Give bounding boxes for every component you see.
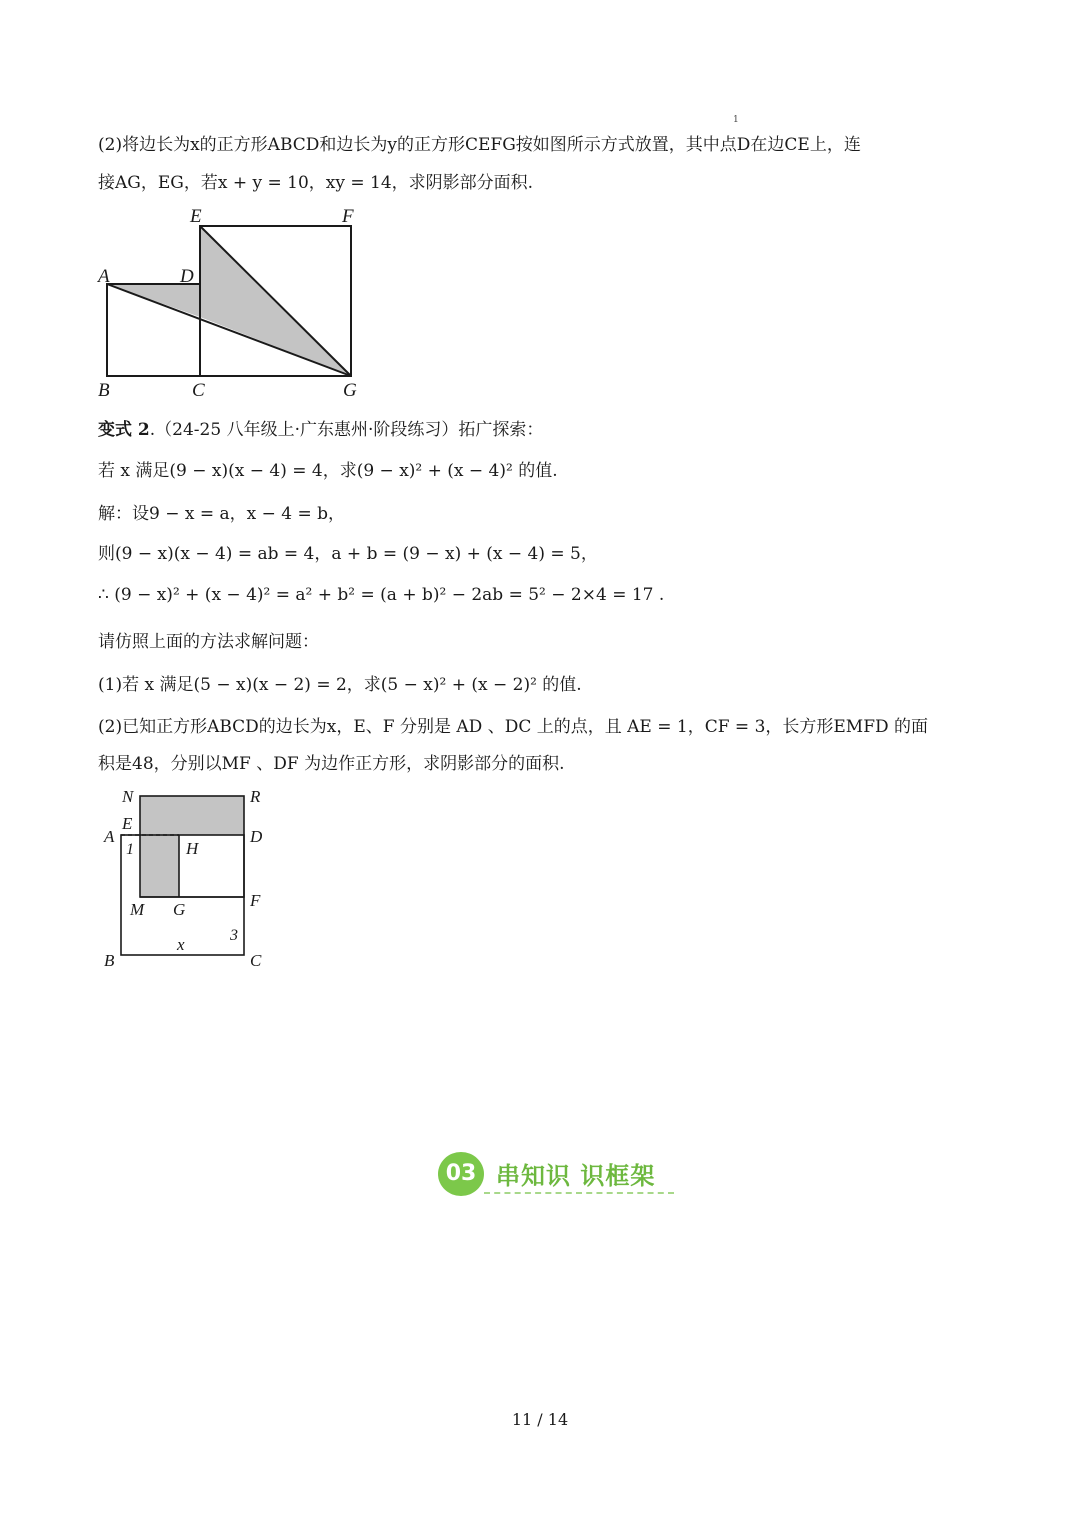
label-d2: D bbox=[250, 827, 263, 846]
figure-square-abcd-rectangle-emfd bbox=[95, 780, 285, 975]
variant2-line2: 解：设9 − x = a，x − 4 = b， bbox=[98, 504, 346, 524]
label-a2: A bbox=[104, 827, 115, 846]
variant2-line3: 则(9 − x)(x − 4) = ab = 4，a + b = (9 − x) + (x − 4) = 5， bbox=[98, 544, 598, 564]
label-three: 3 bbox=[230, 927, 238, 944]
label-one: 1 bbox=[126, 841, 134, 858]
label-b: B bbox=[98, 380, 110, 401]
label-a: A bbox=[98, 266, 110, 287]
variant2-line6: (1)若 x 满足(5 − x)(x − 2) = 2，求(5 − x)² + (x − 2)² 的值. bbox=[98, 675, 582, 695]
variant2-heading bbox=[98, 415, 543, 440]
label-e2: E bbox=[122, 814, 133, 833]
label-e: E bbox=[190, 206, 202, 227]
variant2-line8: 积是48，分别以MF 、DF 为边作正方形，求阴影部分的面积. bbox=[98, 754, 565, 774]
label-c2: C bbox=[250, 951, 262, 970]
label-d: D bbox=[180, 266, 194, 287]
label-g: G bbox=[343, 380, 357, 401]
variant2-line7: (2)已知正方形ABCD的边长为x，E、F 分别是 AD 、DC 上的点，且 AE = 1，CF = 3，长方形EMFD 的面 bbox=[98, 717, 929, 737]
label-c: C bbox=[192, 380, 205, 401]
variant2-line5: 请仿照上面的方法求解问题： bbox=[98, 632, 319, 652]
label-h: H bbox=[186, 839, 199, 858]
label-b2: B bbox=[104, 951, 115, 970]
label-f2: F bbox=[250, 891, 261, 910]
label-f: F bbox=[342, 206, 354, 227]
problem2-line2: 接AG，EG，若x + y = 10，xy = 14，求阴影部分面积. bbox=[98, 173, 534, 193]
label-x: x bbox=[177, 935, 185, 954]
problem2-line1: (2)将边长为x的正方形ABCD和边长为y的正方形CEFG按如图所示方式放置，其中点D在边CE上，连 bbox=[98, 135, 861, 155]
page-marker: 1 bbox=[733, 115, 739, 125]
page-number: 11 / 14 bbox=[511, 1410, 569, 1429]
section-underline bbox=[484, 1192, 674, 1194]
label-m: M bbox=[130, 900, 145, 919]
section-title: 串知识 识框架 bbox=[496, 1162, 656, 1190]
variant2-source: .（24-25 八年级上·广东惠州·阶段练习）拓广探索： bbox=[149, 420, 544, 440]
variant2-line1: 若 x 满足(9 − x)(x − 4) = 4，求(9 − x)² + (x − 4)² 的值. bbox=[98, 461, 558, 481]
variant2-line4: ∴ (9 − x)² + (x − 4)² = a² + b² = (a + b)² − 2ab = 5² − 2×4 = 17 . bbox=[98, 585, 665, 605]
label-r: R bbox=[250, 787, 261, 806]
label-g2: G bbox=[173, 900, 186, 919]
figure-squares-abcd-cefg bbox=[90, 200, 380, 405]
section-number-badge: 03 bbox=[438, 1152, 484, 1196]
variant2-title: 变式 2 bbox=[98, 420, 150, 440]
label-n: N bbox=[122, 787, 134, 806]
section-banner bbox=[438, 1150, 678, 1198]
